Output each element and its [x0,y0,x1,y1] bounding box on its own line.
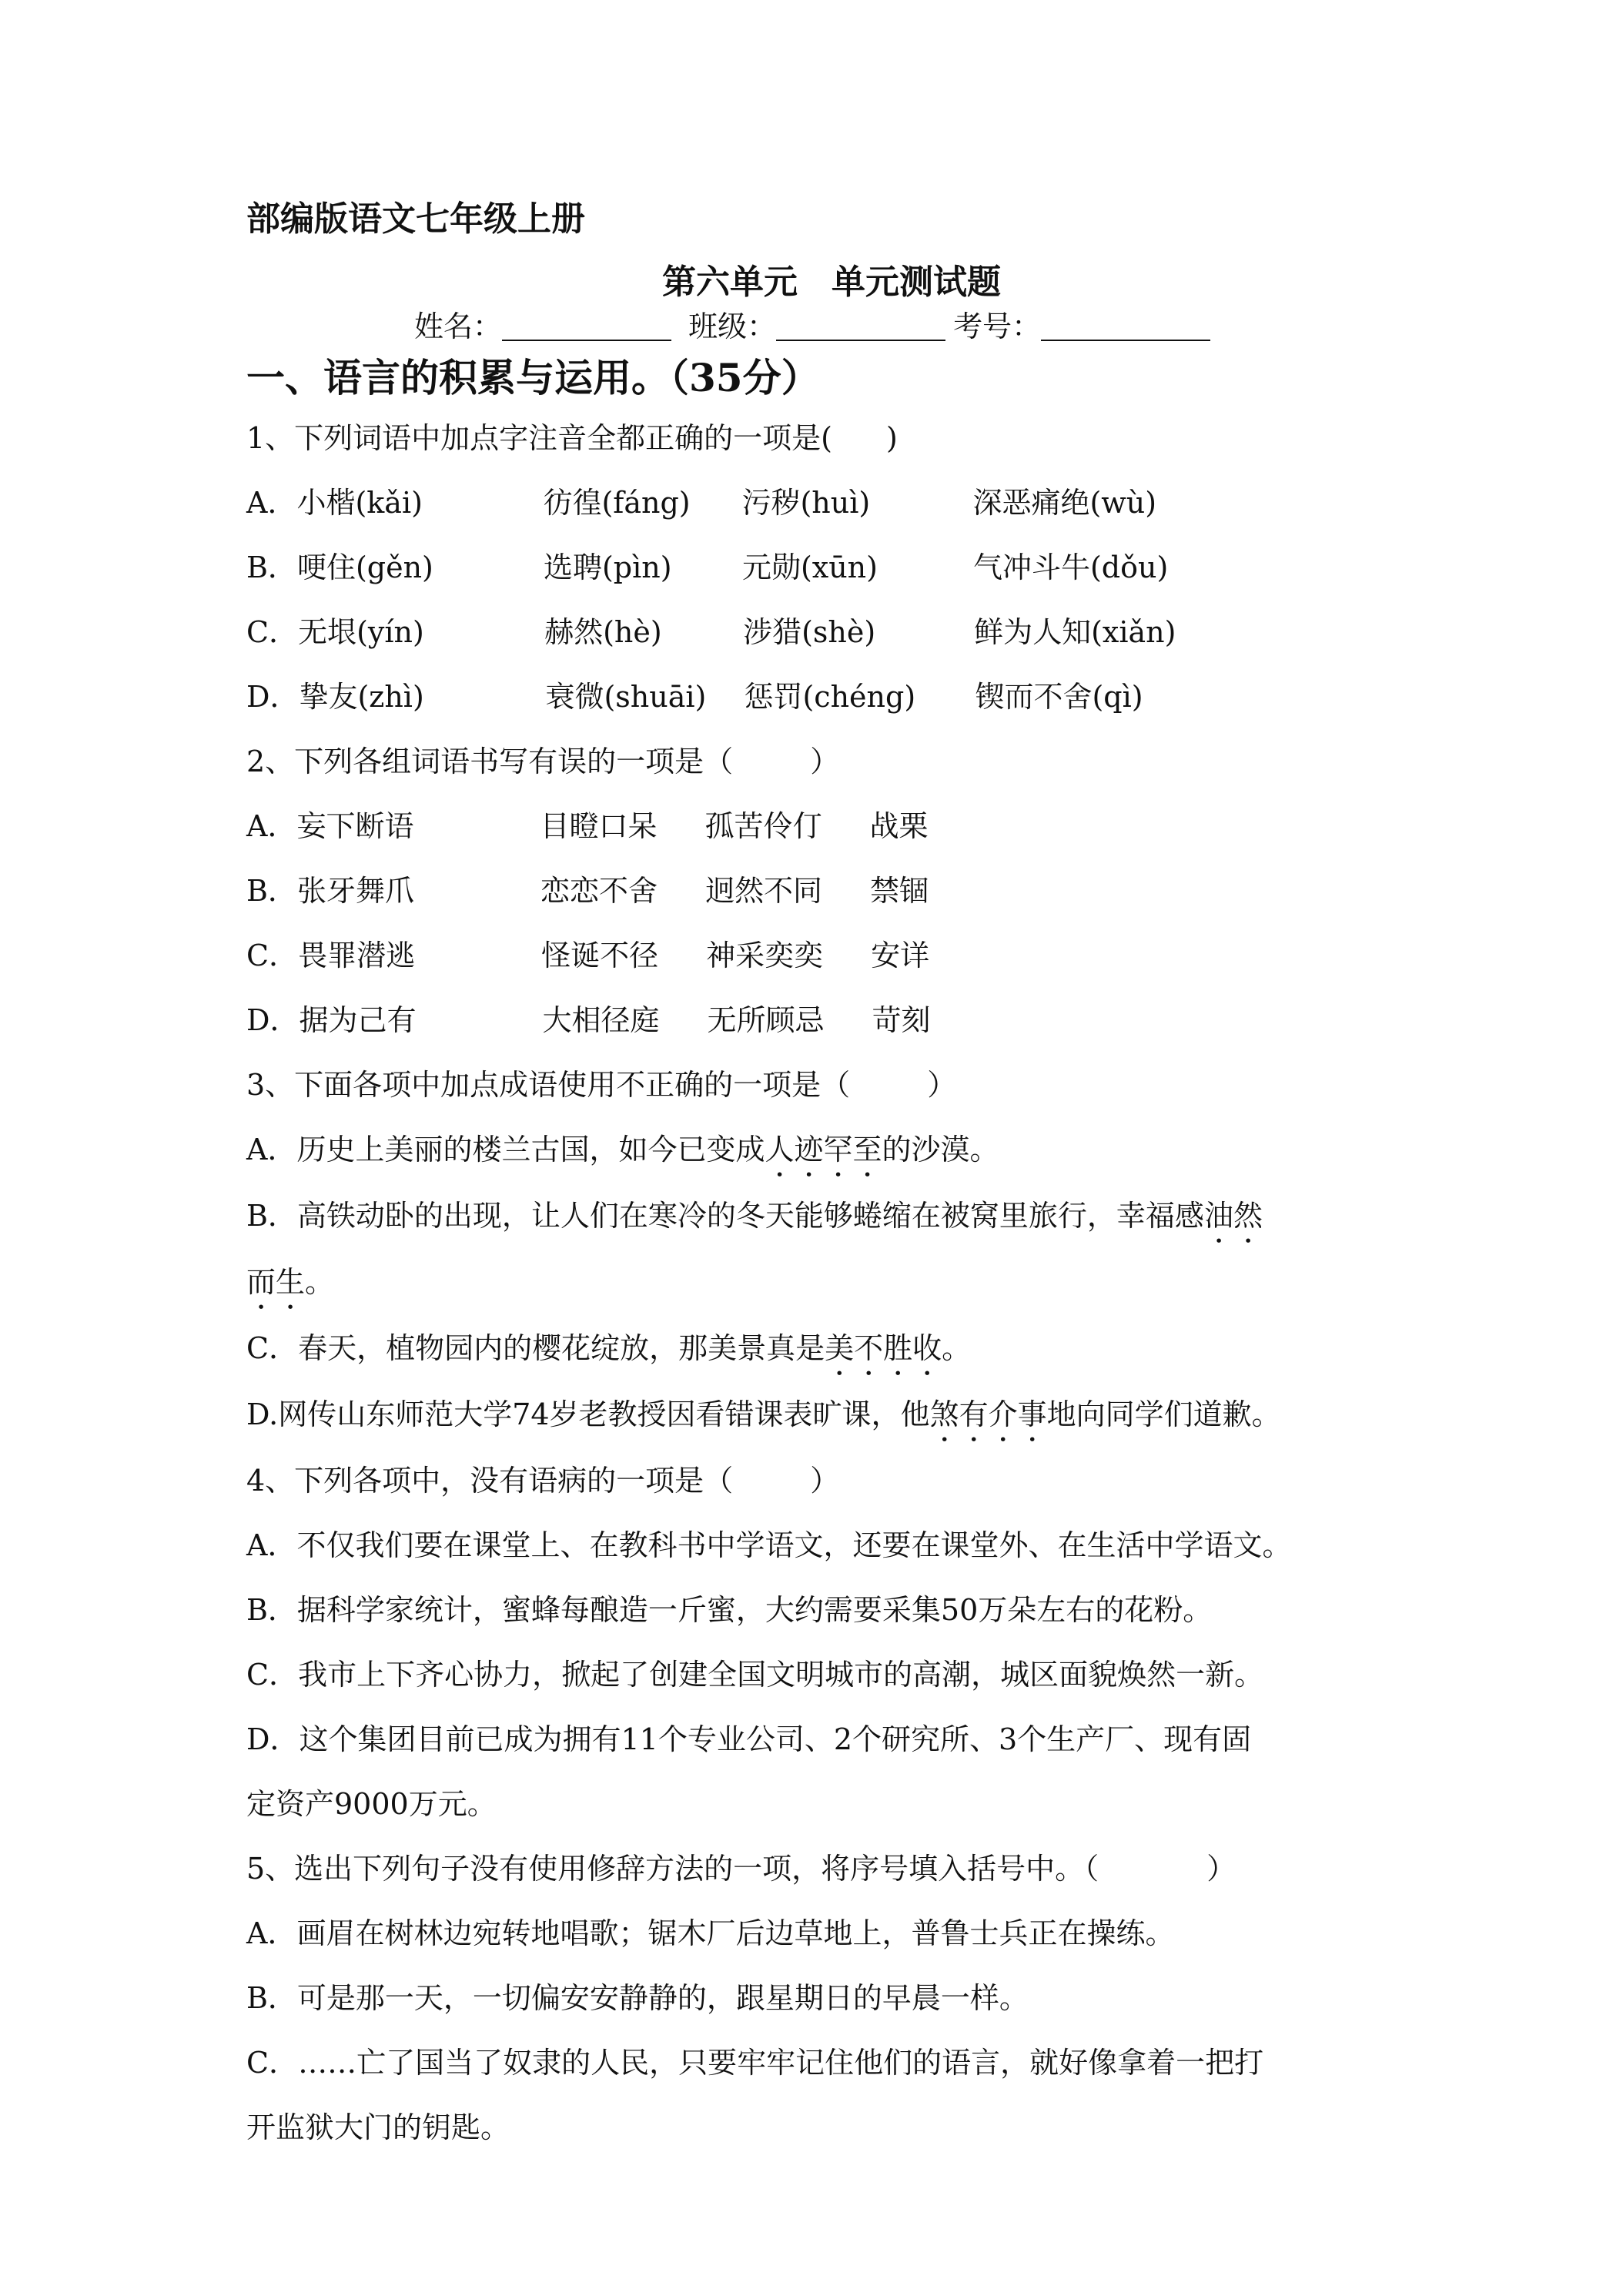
book-title: 部编版语文七年级上册 [246,199,585,239]
number-label: 考号： [953,310,1042,343]
question-1-option-b: B． 哽住(gěn) 选聘(pìn) 元勋(xūn) 气冲斗牛(dǒu) [246,551,1169,584]
number-blank[interactable] [1041,307,1210,341]
question-1-option-c: C． 无垠(yín) 赫然(hè) 涉猎(shè) 鲜为人知(xiǎn) [246,615,1176,649]
dotted-idiom: 人迹罕至 [765,1133,882,1166]
student-info-row [414,306,1417,347]
section-heading: 一、语言的积累与运用。（35分） [246,355,820,400]
question-1-option-a: A． 小楷(kǎi) 彷徨(fáng) 污秽(huì) 深恶痛绝(wù) [246,486,1157,520]
question-4-option-b: B．据科学家统计，蜜蜂每酿造一斤蜜，大约需要采集50万朵左右的花粉。 [246,1593,1213,1627]
question-4-stem: 4、下列各项中，没有语病的一项是（ ） [246,1464,840,1498]
class-label: 班级： [688,310,777,343]
dotted-idiom: 美不胜收 [825,1331,942,1365]
question-3-option-c: C．春天，植物园内的樱花绽放，那美景真是美不胜收。 [246,1331,972,1365]
question-3-stem: 3、下面各项中加点成语使用不正确的一项是（ ） [246,1068,957,1102]
question-4-option-c: C．我市上下齐心协力，掀起了创建全国文明城市的高潮，城区面貌焕然一新。 [246,1658,1264,1692]
question-5-option-c-line-2: 开监狱大门的钥匙。 [246,2110,510,2144]
exam-page [246,196,1417,2160]
question-4-option-d-line-2: 定资产9000万元。 [246,1787,497,1821]
question-2-option-d: D． 据为己有 大相径庭 无所顾忌 苛刻 [246,1003,931,1037]
question-2-option-c: C． 畏罪潜逃 怪诞不径 神采奕奕 安详 [246,939,930,972]
dotted-idiom: 油然 [1203,1199,1263,1233]
name-label: 姓名： [414,310,503,343]
question-1-option-d: D． 挚友(zhì) 衰微(shuāi) 惩罚(chéng) 锲而不舍(qì) [246,680,1143,714]
question-2-option-a: A． 妄下断语 目瞪口呆 孤苦伶仃 战栗 [246,809,929,843]
name-blank[interactable] [502,307,671,341]
question-2-option-b: B． 张牙舞爪 恋恋不舍 迥然不同 禁锢 [246,874,929,908]
question-4-option-a: A．不仅我们要在课堂上、在教科书中学语文，还要在课堂外、在生活中学语文。 [246,1528,1292,1562]
question-1-stem: 1、下列词语中加点字注音全都正确的一项是( ) [246,421,898,455]
question-3-option-a: A．历史上美丽的楼兰古国，如今已变成人迹罕至的沙漠。 [246,1133,999,1166]
question-5-stem: 5、选出下列句子没有使用修辞方法的一项，将序号填入括号中。（ ） [246,1852,1236,1886]
question-3-option-b-line-1: B．高铁动卧的出现，让人们在寒冷的冬天能够蜷缩在被窝里旅行，幸福感油然 [246,1199,1263,1233]
exam-title: 第六单元 单元测试题 [662,263,1001,302]
dotted-idiom: 煞有介事 [929,1397,1047,1431]
question-2-stem: 2、下列各组词语书写有误的一项是（ ） [246,745,840,778]
question-5-option-b: B．可是那一天，一切偏安安静静的，跟星期日的早晨一样。 [246,1981,1029,2015]
question-3-option-d: D.网传山东师范大学74岁老教授因看错课表旷课，他煞有介事地向同学们道歉。 [246,1397,1281,1431]
dotted-idiom: 而生 [246,1265,306,1299]
class-blank[interactable] [776,307,945,341]
question-5-option-a: A．画眉在树林边宛转地唱歌；锯木厂后边草地上，普鲁士兵正在操练。 [246,1916,1175,1950]
question-5-option-c-line-1: C．……亡了国当了奴隶的人民，只要牢牢记住他们的语言，就好像拿着一把打 [246,2046,1264,2080]
question-4-option-d-line-1: D．这个集团目前已成为拥有11个专业公司、2个研究所、3个生产厂、现有固 [246,1722,1252,1756]
question-3-option-b-line-2: 而生。 [246,1265,335,1299]
